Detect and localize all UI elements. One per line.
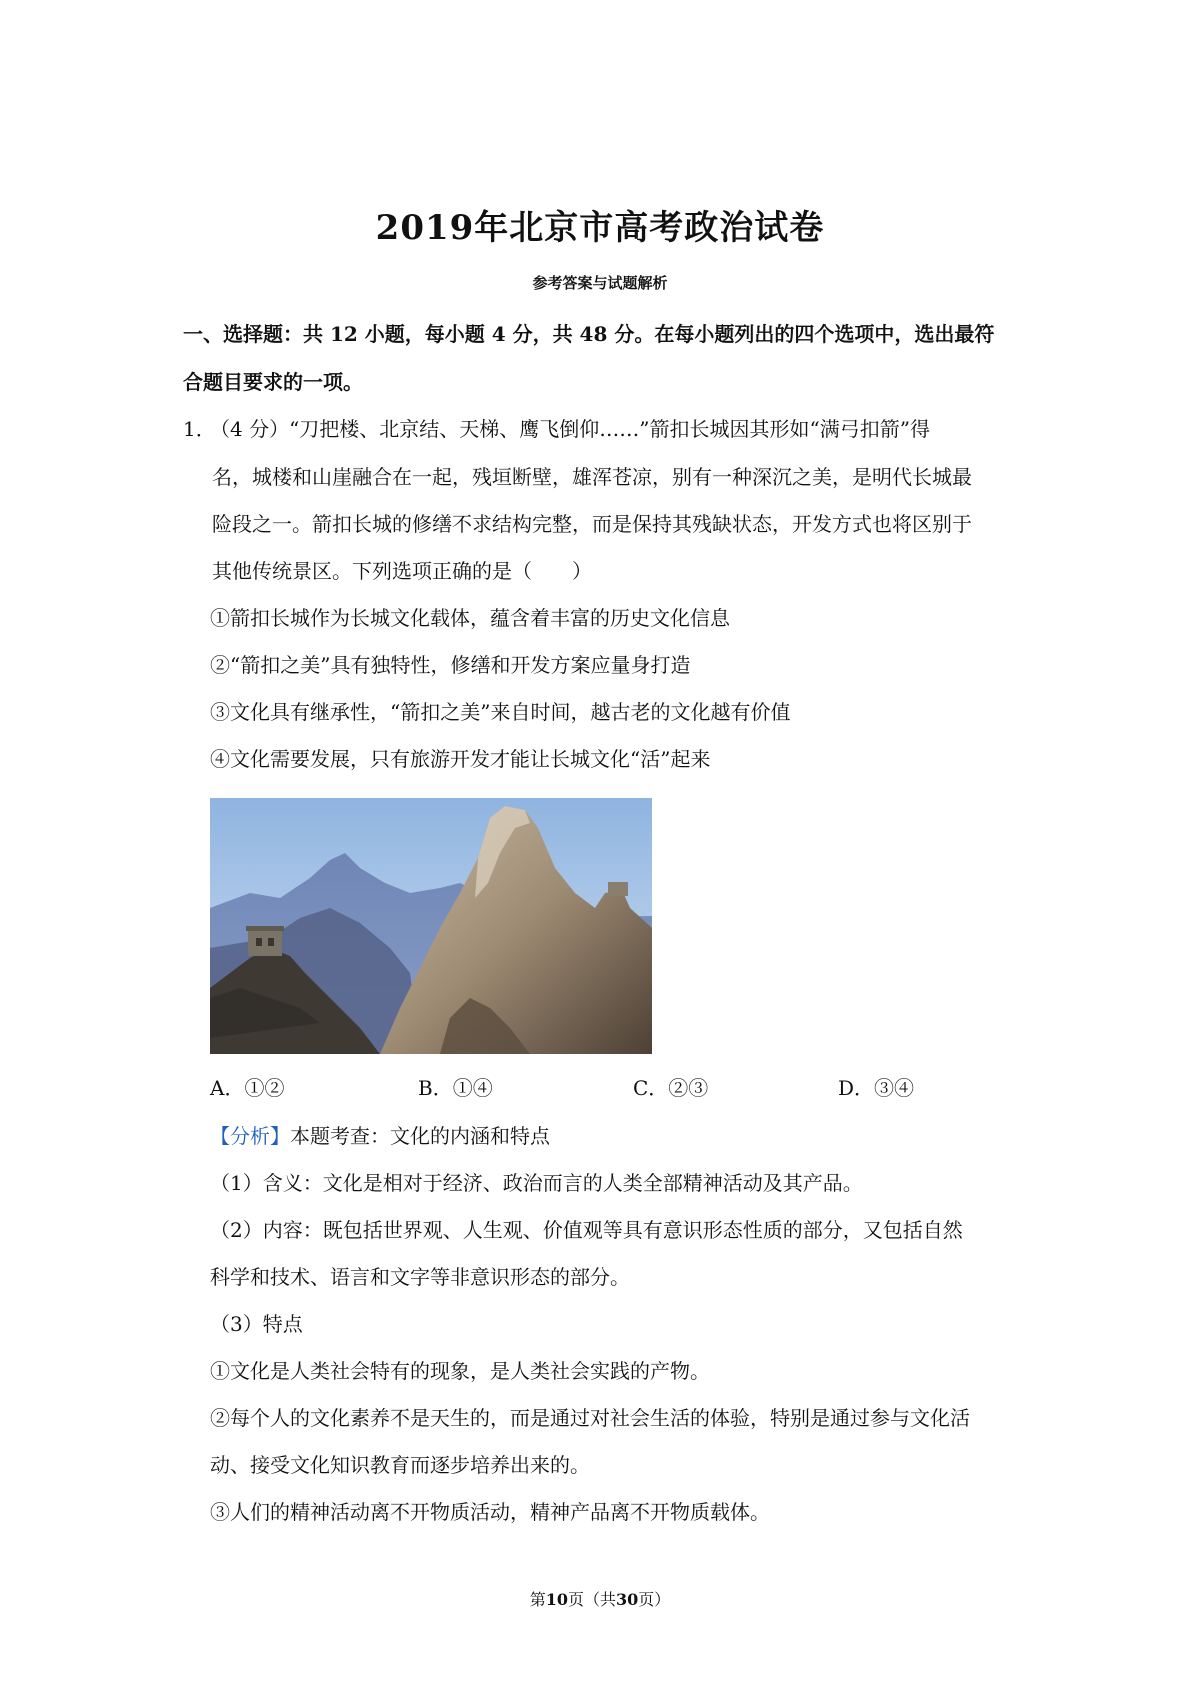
footer-middle: 页（共 [567,1590,616,1609]
analysis-line-6: ②每个人的文化素养不是天生的，而是通过对社会生活的体验，特别是通过参与文化活 [210,1406,970,1430]
option-d: D．③④ [838,1076,915,1100]
analysis-line-7: 动、接受文化知识教育而逐步培养出来的。 [210,1453,590,1477]
document-title: 2019年北京市高考政治试卷 [375,208,825,248]
footer-suffix: 页） [638,1590,671,1609]
great-wall-photo [210,798,652,1054]
analysis-tag: 【分析】 [210,1124,290,1148]
footer-prefix: 第 [529,1590,546,1609]
page-footer [0,1587,1200,1610]
question-text-line-3: 险段之一。箭扣长城的修缮不求结构完整，而是保持其残缺状态，开发方式也将区别于 [212,512,972,536]
option-b: B．①④ [418,1076,493,1100]
section-heading-line-1: 一、选择题：共 12 小题，每小题 4 分，共 48 分。在每小题列出的四个选项中，选出最符 [183,322,995,346]
question-text-line-4: 其他传统景区。下列选项正确的是（ ） [212,559,592,583]
statement-4: ④文化需要发展，只有旅游开发才能让长城文化“活”起来 [210,747,711,771]
document-subtitle: 参考答案与试题解析 [532,274,668,292]
analysis-heading [210,1120,550,1149]
analysis-line-3: 科学和技术、语言和文字等非意识形态的部分。 [210,1265,630,1289]
statement-3: ③文化具有继承性，“箭扣之美”来自时间，越古老的文化越有价值 [210,700,791,724]
statement-1: ①箭扣长城作为长城文化载体，蕴含着丰富的历史文化信息 [210,606,730,630]
analysis-line-2: （2）内容：既包括世界观、人生观、价值观等具有意识形态性质的部分，又包括自然 [210,1218,963,1242]
question-number: 1． [183,417,216,441]
option-a: A．①② [210,1076,285,1100]
question-text-line-1: （4 分）“刀把楼、北京结、天梯、鹰飞倒仰……”箭扣长城因其形如“满弓扣箭”得 [210,417,930,441]
statement-2: ②“箭扣之美”具有独特性，修缮和开发方案应量身打造 [210,653,691,677]
footer-page-number: 10 [545,1590,568,1609]
section-heading-line-2: 合题目要求的一项。 [183,370,363,394]
question-text-line-2: 名，城楼和山崖融合在一起，残垣断壁，雄浑苍凉，别有一种深沉之美，是明代长城最 [212,465,972,489]
analysis-intro: 本题考查：文化的内涵和特点 [290,1124,550,1148]
footer-total-pages: 30 [616,1590,639,1609]
analysis-line-5: ①文化是人类社会特有的现象，是人类社会实践的产物。 [210,1359,710,1383]
analysis-line-8: ③人们的精神活动离不开物质活动，精神产品离不开物质载体。 [210,1500,770,1524]
analysis-line-4: （3）特点 [210,1312,303,1336]
option-c: C．②③ [633,1076,709,1100]
analysis-line-1: （1）含义：文化是相对于经济、政治而言的人类全部精神活动及其产品。 [210,1171,863,1195]
